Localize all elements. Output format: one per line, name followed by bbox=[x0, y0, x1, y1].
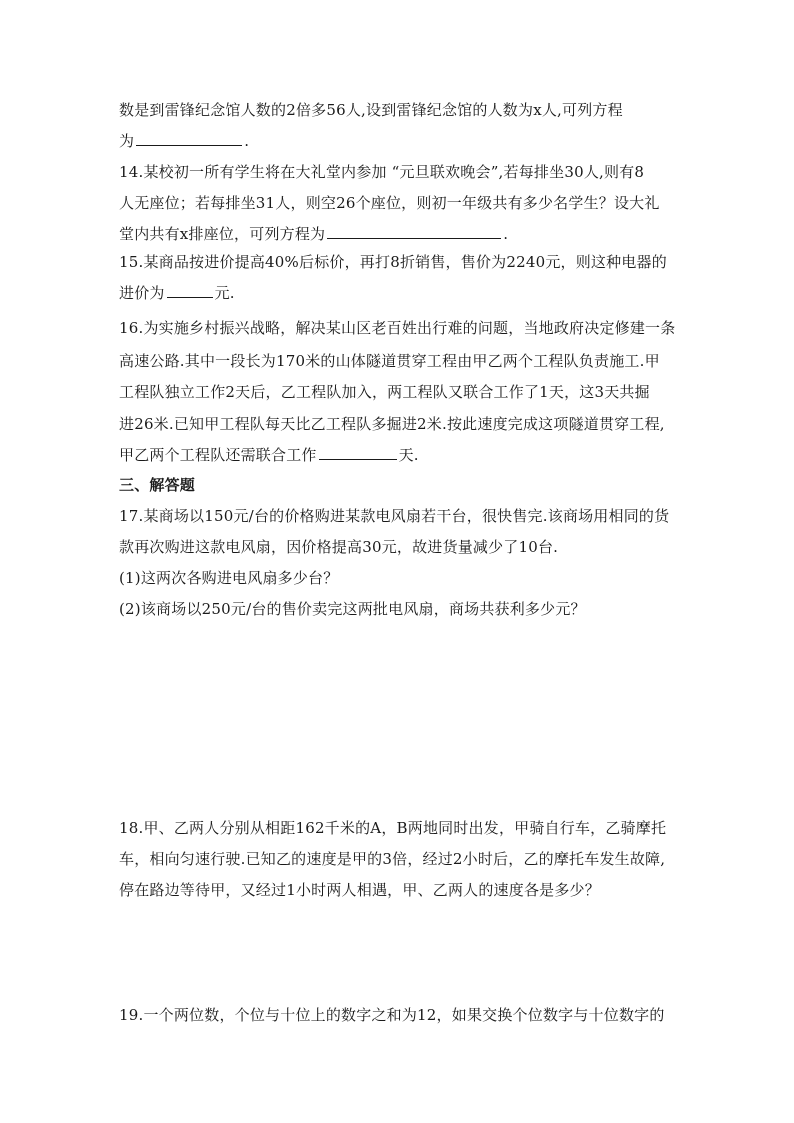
q14-line-1: 14.某校初一所有学生将在大礼堂内参加 “元旦联欢晚会”,若每排坐30人,则有8 bbox=[119, 163, 645, 181]
text-line bbox=[119, 192, 709, 214]
text-line bbox=[119, 817, 709, 839]
q17-part-1: (1)这两次各购进电风扇多少台？ bbox=[119, 569, 339, 587]
text-line bbox=[119, 223, 709, 245]
text-line bbox=[119, 251, 709, 273]
text-line bbox=[119, 413, 709, 435]
text-line bbox=[119, 567, 709, 589]
text-line bbox=[119, 505, 709, 527]
q15-line-1: 15.某商品按进价提高40%后标价，再打8折销售，售价为2240元，则这种电器的 bbox=[119, 253, 667, 271]
q16-line-1: 16.为实施乡村振兴战略，解决某山区老百姓出行难的问题，当地政府决定修建一条 bbox=[119, 319, 676, 337]
q17-part-2: (2)该商场以250元/台的售价卖完这两批电风扇，商场共获利多少元？ bbox=[119, 600, 586, 618]
section-heading bbox=[119, 474, 709, 496]
q13-answer-suffix: . bbox=[244, 132, 250, 150]
q14-line-2: 人无座位；若每排坐31人，则空26个座位，则初一年级共有多少名学生？设大礼 bbox=[119, 194, 660, 212]
text-line bbox=[119, 598, 709, 620]
answer-blank[interactable] bbox=[319, 444, 397, 460]
q14-line-3-suffix: . bbox=[503, 225, 509, 243]
answer-blank[interactable] bbox=[327, 223, 501, 239]
text-line bbox=[119, 879, 709, 901]
q13-answer-prefix: 为 bbox=[119, 132, 135, 150]
text-line bbox=[119, 350, 709, 372]
q16-line-2: 高速公路.其中一段长为170米的山体隧道贯穿工程由甲乙两个工程队负责施工.甲 bbox=[119, 352, 660, 370]
text-line bbox=[119, 161, 709, 183]
q16-line-3: 工程队独立工作2天后，乙工程队加入，两工程队又联合工作了1天，这3天共掘 bbox=[119, 383, 650, 401]
text-line bbox=[119, 381, 709, 403]
q16-line-5-suffix: 天. bbox=[398, 446, 419, 464]
q15-line-2-suffix: 元. bbox=[214, 284, 235, 302]
q18-line-1: 18.甲、乙两人分别从相距162千米的A，B两地同时出发，甲骑自行车，乙骑摩托 bbox=[119, 819, 667, 837]
text-line bbox=[119, 444, 709, 466]
text-line bbox=[119, 848, 709, 870]
q16-line-4: 进26米.已知甲工程队每天比乙工程队多掘进2米.按此速度完成这项隧道贯穿工程, bbox=[119, 415, 665, 433]
section-title: 三、解答题 bbox=[119, 476, 196, 494]
q18-line-3: 停在路边等待甲，又经过1小时两人相遇，甲、乙两人的速度各是多少？ bbox=[119, 881, 600, 899]
q17-line-1: 17.某商场以150元/台的价格购进某款电风扇若干台，很快售完.该商场用相同的货 bbox=[119, 507, 670, 525]
q13-continuation: 数是到雷锋纪念馆人数的2倍多56人,设到雷锋纪念馆的人数为x人,可列方程 bbox=[119, 101, 623, 119]
answer-blank[interactable] bbox=[136, 130, 242, 146]
text-line bbox=[119, 536, 709, 558]
q14-line-3: 堂内共有x排座位，可列方程为 bbox=[119, 225, 326, 243]
q16-line-5: 甲乙两个工程队还需联合工作 bbox=[119, 446, 317, 464]
text-line bbox=[119, 282, 709, 304]
text-line bbox=[119, 1004, 709, 1026]
q19-line-1: 19.一个两位数，个位与十位上的数字之和为12，如果交换个位数字与十位数字的 bbox=[119, 1006, 665, 1024]
q17-line-2: 款再次购进这款电风扇，因价格提高30元，故进货量减少了10台. bbox=[119, 538, 559, 556]
text-line bbox=[119, 99, 709, 121]
q18-line-2: 车，相向匀速行驶.已知乙的速度是甲的3倍，经过2小时后，乙的摩托车发生故障, bbox=[119, 850, 666, 868]
answer-blank[interactable] bbox=[167, 282, 213, 298]
text-line bbox=[119, 317, 709, 339]
text-line bbox=[119, 130, 709, 152]
q15-line-2: 进价为 bbox=[119, 284, 165, 302]
